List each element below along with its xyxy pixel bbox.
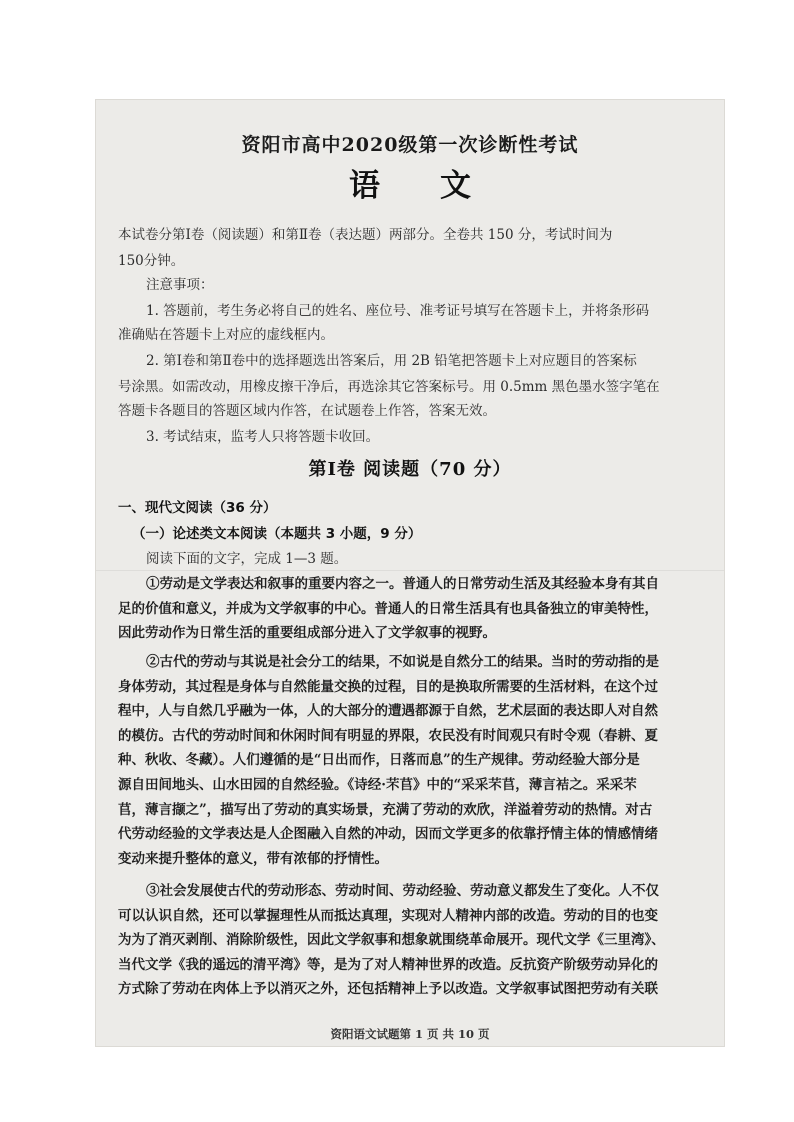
paragraph-line: 足的价值和意义，并成为文学叙事的中心。普通人的日常生活具有也具备独立的审美特性，	[118, 600, 658, 617]
page-footer: 资阳语文试题第 1 页 共 10 页	[330, 1027, 490, 1041]
paragraph-line: ②古代的劳动与其说是社会分工的结果，不如说是自然分工的结果。当时的劳动指的是	[146, 654, 659, 670]
passage-paragraph-2	[118, 650, 710, 871]
paragraph-line: 种、秋收、冬藏）。人们遵循的是“日出而作，日落而息”的生产规律。劳动经验大部分是	[118, 752, 640, 769]
paragraph-line: ①劳动是文学表达和叙事的重要内容之一。普通人的日常劳动生活及其经验本身有其自	[146, 576, 659, 592]
paragraph-line: 因此劳动作为日常生活的重要组成部分进入了文学叙事的视野。	[118, 625, 496, 642]
paragraph-line: 的模仿。古代的劳动时间和休闲时间有明显的界限，农民没有时间观只有时令观（春耕、夏	[118, 727, 658, 744]
notice-item-1-line-2: 准确贴在答题卡上对应的虚线框内。	[118, 327, 334, 343]
paragraph-line: ③社会发展使古代的劳动形态、劳动时间、劳动经验、劳动意义都发生了变化。人不仅	[146, 883, 659, 899]
exam-page	[96, 100, 724, 1046]
intro-line-1: 本试卷分第Ⅰ卷（阅读题）和第Ⅱ卷（表达题）两部分。全卷共 150 分，考试时间为	[118, 227, 613, 243]
notice-heading: 注意事项：	[146, 277, 214, 293]
intro-line-2: 150分钟。	[118, 253, 185, 269]
paragraph-line: 可以认识自然，还可以掌握理性从而抵达真理，实现对人精神内部的改造。劳动的目的也变	[118, 907, 658, 924]
subsection-1-heading: （一）论述类文本阅读（本题共 3 小题，9 分）	[132, 526, 422, 542]
paragraph-line: 苢，薄言撷之”，描写出了劳动的真实场景，充满了劳动的欢欣，洋溢着劳动的热情。对古	[118, 801, 653, 818]
paragraph-line: 身体劳动，其过程是身体与自然能量交换的过程，目的是换取所需要的生活材料，在这个过	[118, 678, 658, 695]
part-1-heading: 第Ⅰ卷 阅读题（70 分）	[308, 459, 512, 480]
paragraph-line: 当代文学《我的遥远的清平湾》等，是为了对人精神世界的改造。反抗资产阶级劳动异化的	[118, 956, 658, 973]
section-1-heading: 一、现代文阅读（36 分）	[118, 500, 277, 516]
subject-title: 语文	[349, 168, 531, 204]
paragraph-line: 为为了消灭剥削、消除阶级性，因此文学叙事和想象就围绕革命展开。现代文学《三里湾》、	[118, 932, 665, 949]
notice-item-2-line-2: 号涂黑。如需改动，用橡皮擦干净后，再选涂其它答案标号。用 0.5mm 黑色墨水签字笔在	[118, 379, 660, 395]
paragraph-line: 变动来提升整体的意义，带有浓郁的抒情性。	[118, 850, 388, 867]
passage-paragraph-3	[118, 879, 710, 1002]
exam-title: 资阳市高中2020级第一次诊断性考试	[241, 134, 579, 156]
paragraph-line: 代劳动经验的文学表达是人企图融入自然的冲动，因而文学更多的依靠抒情主体的情感情绪	[118, 826, 658, 843]
paragraph-line: 源自田间地头、山水田园的自然经验。《诗经·芣苢》中的“采采芣苢，薄言袺之。采采芣	[118, 776, 637, 793]
notice-item-2-line-1: 2. 第Ⅰ卷和第Ⅱ卷中的选择题选出答案后，用 2B 铅笔把答题卡上对应题目的答案标	[146, 353, 637, 369]
passage-paragraph-1	[118, 572, 710, 646]
paragraph-line: 程中，人与自然几乎融为一体，人的大部分的遭遇都源于自然，艺术层面的表达即人对自然	[118, 703, 658, 720]
reading-prompt: 阅读下面的文字，完成 1—3 题。	[146, 551, 348, 567]
paragraph-line: 方式除了劳动在肉体上予以消灭之外，还包括精神上予以改造。文学叙事试图把劳动有关联	[118, 981, 658, 998]
notice-item-2-line-3: 答题卡各题目的答题区域内作答，在试题卷上作答，答案无效。	[118, 403, 496, 419]
notice-item-3: 3. 考试结束，监考人只将答题卡收回。	[146, 429, 380, 445]
notice-item-1-line-1: 1. 答题前，考生务必将自己的姓名、座位号、准考证号填写在答题卡上，并将条形码	[146, 303, 650, 319]
